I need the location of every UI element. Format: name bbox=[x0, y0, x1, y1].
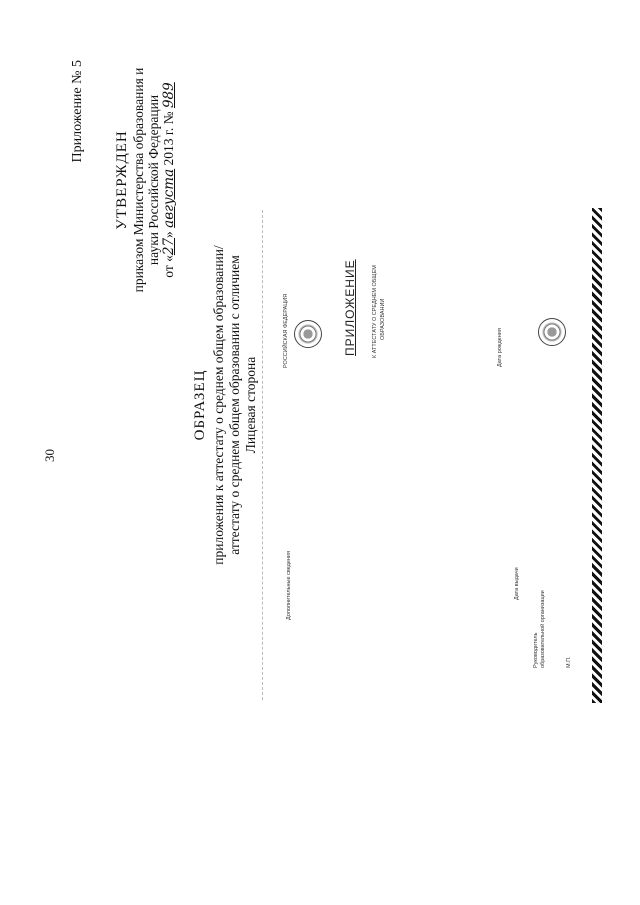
approved-title: УТВЕРЖДЕН bbox=[114, 130, 130, 230]
emblem-icon bbox=[294, 320, 322, 348]
approval-header bbox=[70, 60, 177, 300]
decorative-border bbox=[592, 208, 602, 703]
head-label-2: образовательной организации bbox=[540, 590, 546, 668]
page-number: 30 bbox=[42, 449, 57, 462]
approved-line-2: науки Российской Федерации bbox=[146, 94, 161, 266]
title-main: ОБРАЗЕЦ bbox=[192, 369, 208, 441]
country-label: РОССИЙСКАЯ ФЕДЕРАЦИЯ bbox=[283, 293, 289, 368]
date-year: 2013 г. № bbox=[161, 108, 176, 169]
title-line-1: приложения к аттестату о среднем общем образовании/ bbox=[211, 245, 226, 565]
title-line-2: аттестату о среднем общем образовании с отличием bbox=[227, 255, 242, 555]
form-subtitle-1: К АТТЕСТАТУ О СРЕДНЕМ ОБЩЕМ bbox=[372, 265, 378, 358]
date-month: августа bbox=[161, 168, 177, 228]
approved-date-line bbox=[161, 60, 177, 300]
order-number: 989 bbox=[161, 82, 177, 109]
date-mid: » bbox=[161, 227, 176, 238]
birth-date-label: Дата рождения bbox=[497, 328, 503, 367]
seal-icon bbox=[538, 318, 566, 346]
approved-line-1: приказом Министерства образования и bbox=[131, 67, 146, 293]
issue-date-label: Дата выдачи bbox=[514, 567, 520, 600]
head-label-1: Руководитель bbox=[533, 632, 539, 668]
form-title: ПРИЛОЖЕНИЕ bbox=[343, 259, 357, 356]
title-line-3: Лицевая сторона bbox=[243, 356, 258, 454]
appendix-label: Приложение № 5 bbox=[70, 60, 85, 163]
form-border-line bbox=[262, 210, 266, 700]
extra-info-label: Дополнительные сведения bbox=[286, 551, 292, 620]
stamp-label: М.П. bbox=[566, 656, 572, 668]
document-title bbox=[192, 185, 259, 625]
date-day: 27 bbox=[161, 237, 177, 256]
form-subtitle-2: ОБРАЗОВАНИИ bbox=[380, 298, 386, 340]
date-prefix: от « bbox=[161, 255, 176, 278]
